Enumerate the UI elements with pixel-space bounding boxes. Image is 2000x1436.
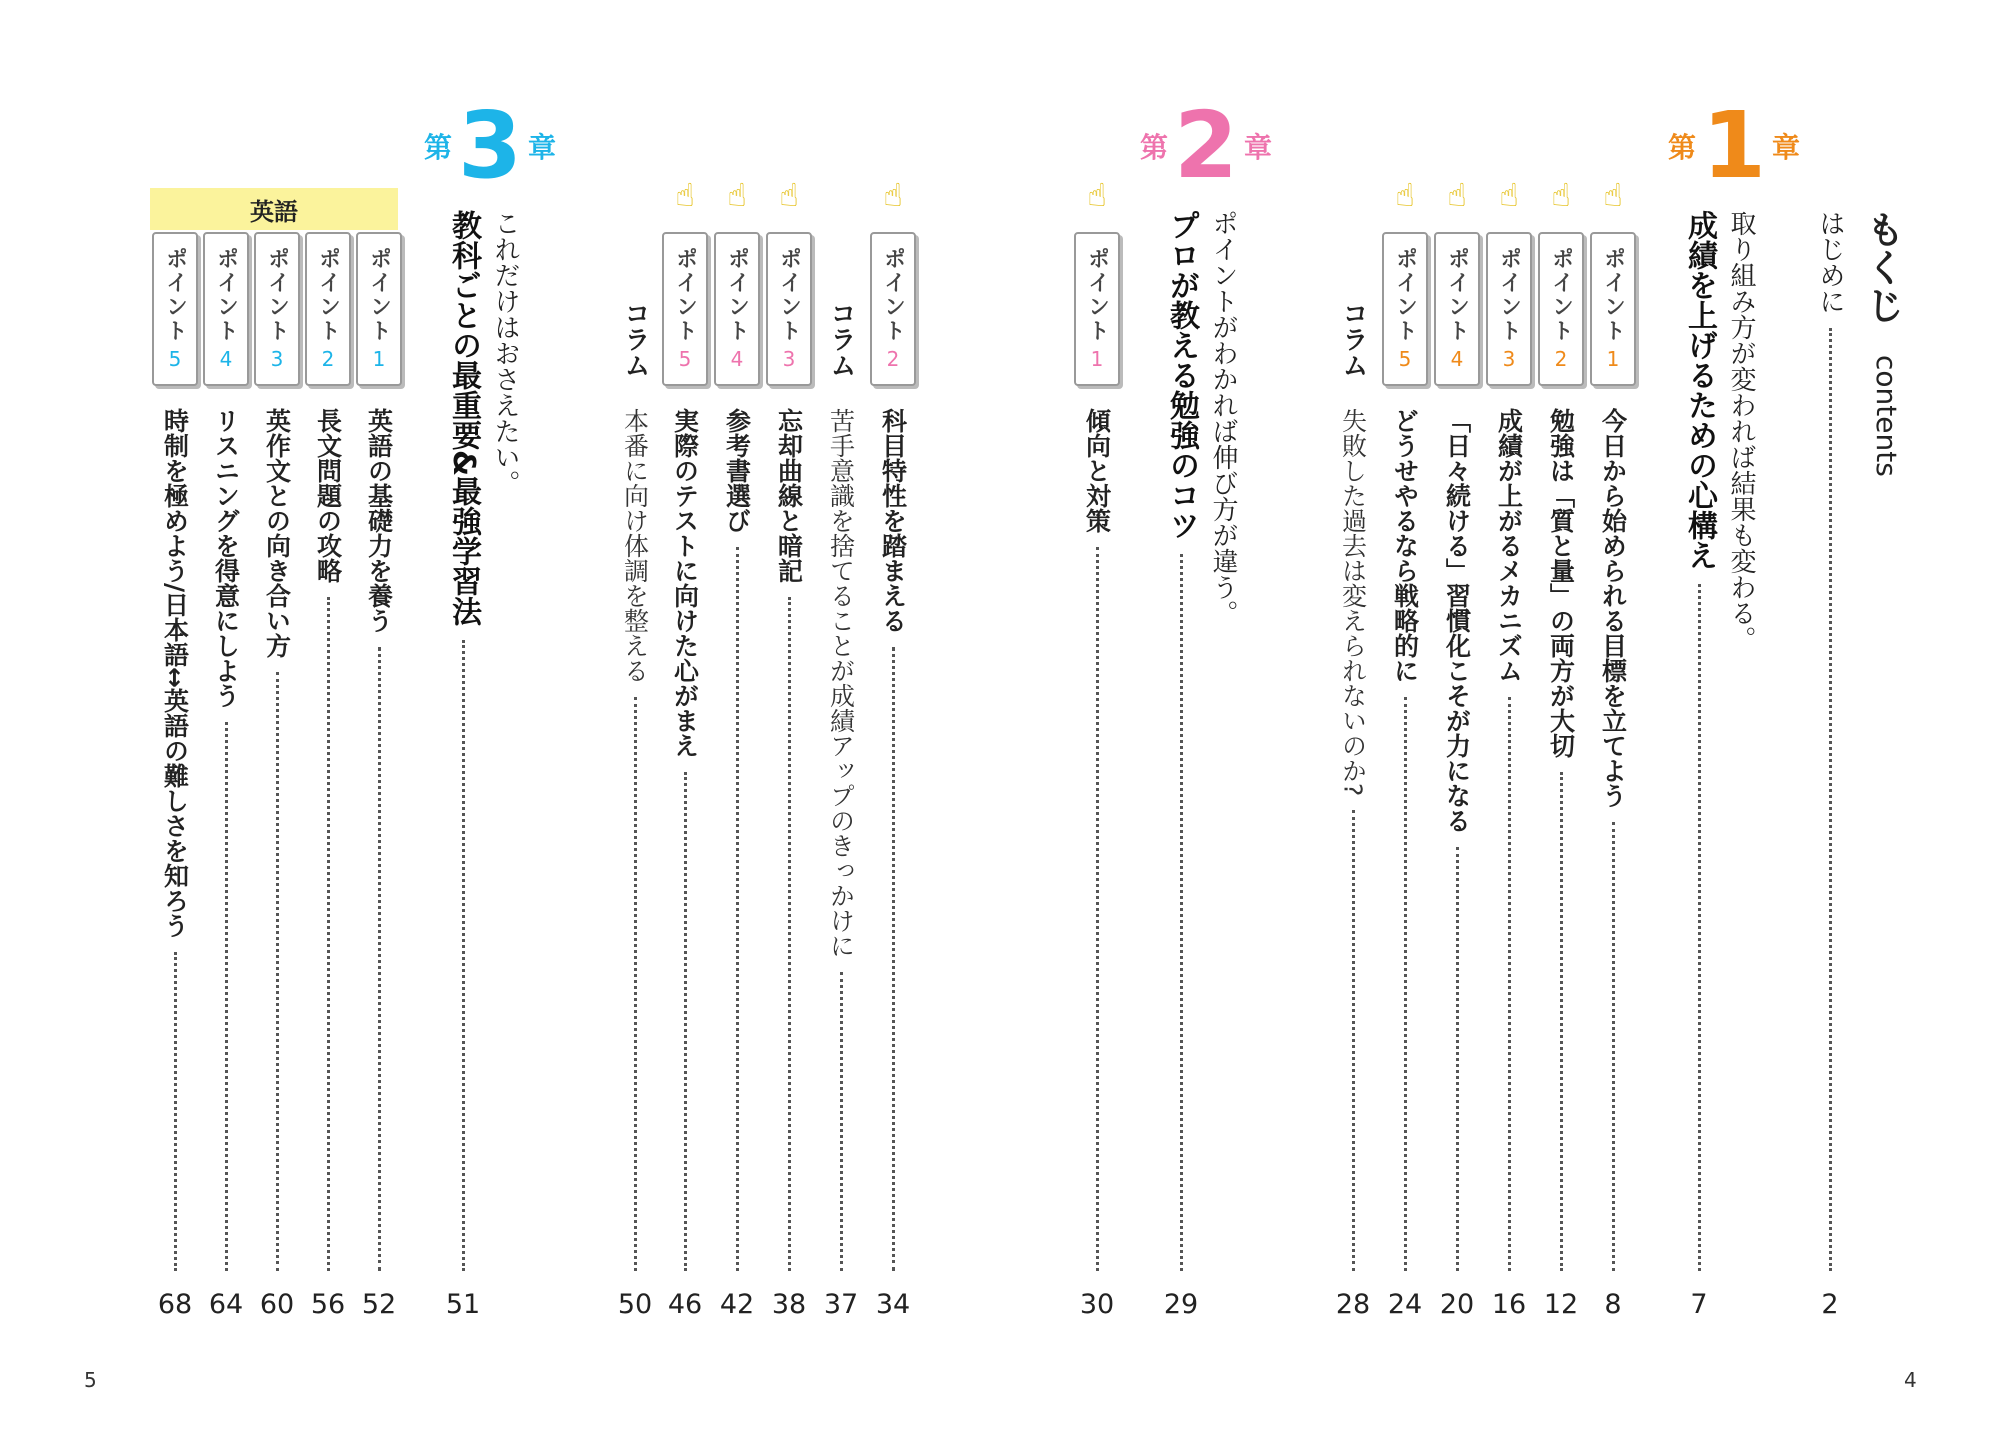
toc-entry-ch2-column-2[interactable] — [612, 300, 658, 1320]
chapter-1-subtitle: 取り組み方が変われば結果も変わる。 — [1726, 210, 1756, 652]
leader-dots — [462, 640, 465, 1271]
toc-item-text: 長文問題の攻略 — [313, 408, 343, 583]
leader-dots — [1560, 772, 1563, 1271]
toc-page-number: 7 — [1690, 1289, 1708, 1320]
contents-title: もくじ — [1860, 210, 1904, 324]
point-badge: ポイント 4 — [714, 232, 760, 386]
leader-dots — [634, 697, 637, 1271]
toc-item-text: 傾向と対策 — [1082, 408, 1112, 533]
point-badge: ポイント 5 — [662, 232, 708, 386]
toc-page-number: 12 — [1543, 1289, 1579, 1320]
leader-dots — [174, 952, 177, 1271]
point-badge: ポイント 1 — [1590, 232, 1636, 386]
toc-page-number: 24 — [1387, 1289, 1423, 1320]
point-badge: ポイント 3 — [1486, 232, 1532, 386]
toc-page-number: 37 — [823, 1289, 859, 1320]
leader-dots — [1456, 847, 1459, 1271]
pointing-hand-icon: ☝ — [779, 176, 799, 214]
chapter-number: 1 — [1702, 92, 1767, 199]
toc-item-text: 今日から始められる目標を立てよう — [1598, 408, 1628, 808]
pointing-hand-icon: ☝ — [883, 176, 903, 214]
chapter-3-subtitle: これだけはおさえたい。 — [490, 210, 520, 496]
toc-item-text: 忘却曲線と暗記 — [774, 408, 804, 583]
leader-dots — [327, 597, 330, 1271]
leader-dots — [1180, 554, 1183, 1271]
toc-entry-ch1-point-1[interactable] — [1590, 232, 1636, 1320]
point-badge: ポイント 5 — [152, 232, 198, 386]
toc-entry-ch2-point-5[interactable] — [662, 232, 708, 1320]
column-label: コラム — [826, 300, 856, 378]
page-number-right: 4 — [1904, 1368, 1917, 1392]
point-badge: ポイント 5 — [1382, 232, 1428, 386]
toc-page-number: 50 — [617, 1289, 653, 1320]
toc-page-number: 28 — [1335, 1289, 1371, 1320]
toc-item-text: どうせやるなら戦略的に — [1390, 408, 1420, 683]
leader-dots — [892, 647, 895, 1271]
toc-entry-ch1-point-5[interactable] — [1382, 232, 1428, 1320]
toc-page-number: 20 — [1439, 1289, 1475, 1320]
point-badge: ポイント 2 — [1538, 232, 1584, 386]
toc-entry-chapter-1[interactable] — [1676, 210, 1722, 1320]
toc-item-text: 失敗した過去は変えられないのか? — [1338, 408, 1368, 797]
toc-entry-ch2-point-1[interactable] — [1074, 232, 1120, 1320]
pointing-hand-icon: ☝ — [675, 176, 695, 214]
point-badge: ポイント 2 — [870, 232, 916, 386]
leader-dots — [1698, 584, 1701, 1271]
leader-dots — [1404, 697, 1407, 1271]
toc-page-number: 16 — [1491, 1289, 1527, 1320]
toc-page-number: 46 — [667, 1289, 703, 1320]
toc-item-text: 科目特性を踏まえる — [878, 408, 908, 633]
leader-dots — [225, 722, 228, 1271]
toc-page-number: 56 — [310, 1289, 346, 1320]
page-number-left: 5 — [84, 1368, 97, 1392]
leader-dots — [840, 972, 843, 1271]
toc-entry-ch3-point-3[interactable] — [254, 232, 300, 1320]
column-label: コラム — [620, 300, 650, 378]
toc-entry-ch1-column[interactable] — [1330, 300, 1376, 1320]
toc-page-number: 2 — [1821, 1289, 1839, 1320]
leader-dots — [276, 672, 279, 1271]
toc-entry-ch3-point-4[interactable] — [203, 232, 249, 1320]
toc-entry-ch2-point-4[interactable] — [714, 232, 760, 1320]
toc-item-text: リスニングを得意にしよう — [211, 408, 241, 708]
pointing-hand-icon: ☝ — [1087, 176, 1107, 214]
toc-entry-ch3-point-2[interactable] — [305, 232, 351, 1320]
chapter-sho: 章 — [528, 131, 557, 164]
chapter-3-heading — [424, 92, 557, 199]
leader-dots — [378, 647, 381, 1271]
toc-page-number: 68 — [157, 1289, 193, 1320]
pointing-hand-icon: ☝ — [1551, 176, 1571, 214]
leader-dots — [1096, 547, 1099, 1271]
chapter-sho: 章 — [1244, 131, 1273, 164]
toc-item-text: 英作文との向き合い方 — [262, 408, 292, 658]
toc-page-number: 51 — [445, 1289, 481, 1320]
toc-entry-ch1-point-2[interactable] — [1538, 232, 1584, 1320]
chapter-dai: 第 — [1668, 131, 1697, 164]
toc-item-text: 本番に向け体調を整える — [620, 408, 650, 683]
toc-item-text: 参考書選び — [722, 408, 752, 533]
chapter-dai: 第 — [424, 131, 453, 164]
toc-item-text: 「日々続ける」習慣化こそが力になる — [1442, 408, 1472, 833]
toc-page-number: 60 — [259, 1289, 295, 1320]
toc-entry-ch2-point-3[interactable] — [766, 232, 812, 1320]
chapter-2-title: プロが教える勉強のコツ — [1164, 210, 1199, 540]
pointing-hand-icon: ☝ — [1447, 176, 1467, 214]
pointing-hand-icon: ☝ — [1603, 176, 1623, 214]
toc-entry-ch2-point-2[interactable] — [870, 232, 916, 1320]
point-badge: ポイント 1 — [1074, 232, 1120, 386]
toc-item-text: 勉強は「質と量」の両方が大切 — [1546, 408, 1576, 758]
toc-entry-chapter-3[interactable] — [440, 210, 486, 1320]
leader-dots — [1508, 697, 1511, 1271]
leader-dots — [736, 547, 739, 1271]
toc-entry-ch3-point-5[interactable] — [152, 232, 198, 1320]
point-badge: ポイント 3 — [254, 232, 300, 386]
toc-hajime-label: はじめに — [1815, 210, 1845, 314]
toc-entry-hajime[interactable] — [1808, 210, 1852, 1320]
toc-page-number: 42 — [719, 1289, 755, 1320]
chapter-1-heading — [1668, 92, 1801, 199]
column-label: コラム — [1338, 300, 1368, 378]
toc-page-number: 38 — [771, 1289, 807, 1320]
pointing-hand-icon: ☝ — [727, 176, 747, 214]
point-badge: ポイント 3 — [766, 232, 812, 386]
point-badge: ポイント 2 — [305, 232, 351, 386]
leader-dots — [1612, 822, 1615, 1271]
chapter-number: 2 — [1174, 92, 1239, 199]
toc-entry-ch3-point-1[interactable] — [356, 232, 402, 1320]
chapter-2-heading — [1140, 92, 1273, 199]
toc-entry-ch1-point-4[interactable] — [1434, 232, 1480, 1320]
toc-entry-ch2-column-1[interactable] — [818, 300, 864, 1320]
toc-page-number: 64 — [208, 1289, 244, 1320]
toc-item-text: 成績が上がるメカニズム — [1494, 408, 1524, 683]
point-badge: ポイント 1 — [356, 232, 402, 386]
pointing-hand-icon: ☝ — [1395, 176, 1415, 214]
chapter-2-subtitle: ポイントがわかれば伸び方が違う。 — [1208, 210, 1238, 626]
toc-entry-chapter-2[interactable] — [1158, 210, 1204, 1320]
chapter-number: 3 — [458, 92, 523, 199]
pointing-hand-icon: ☝ — [1499, 176, 1519, 214]
toc-item-text: 英語の基礎力を養う — [364, 408, 394, 633]
toc-item-text: 時制を極めよう/日本語↔英語の難しさを知ろう — [160, 408, 190, 939]
toc-page-number: 8 — [1604, 1289, 1622, 1320]
toc-page-number: 34 — [875, 1289, 911, 1320]
point-badge: ポイント 4 — [203, 232, 249, 386]
toc-page-number: 52 — [361, 1289, 397, 1320]
leader-dots — [1829, 328, 1832, 1271]
chapter-dai: 第 — [1140, 131, 1169, 164]
toc-item-text: 実際のテストに向けた心がまえ — [670, 408, 700, 758]
chapter-1-title: 成績を上げるための心構え — [1682, 210, 1717, 570]
chapter-3-title: 教科ごとの最重要&最強学習法 — [446, 210, 481, 627]
point-badge: ポイント 4 — [1434, 232, 1480, 386]
subject-band-english: 英語 — [150, 188, 398, 230]
toc-entry-ch1-point-3[interactable] — [1486, 232, 1532, 1320]
contents-subtitle: contents — [1870, 355, 1903, 477]
chapter-sho: 章 — [1772, 131, 1801, 164]
leader-dots — [788, 597, 791, 1271]
leader-dots — [684, 772, 687, 1271]
toc-page-number: 29 — [1163, 1289, 1199, 1320]
leader-dots — [1352, 810, 1355, 1271]
toc-page-number: 30 — [1079, 1289, 1115, 1320]
toc-item-text: 苦手意識を捨てることが成績アップのきっかけに — [826, 408, 856, 958]
